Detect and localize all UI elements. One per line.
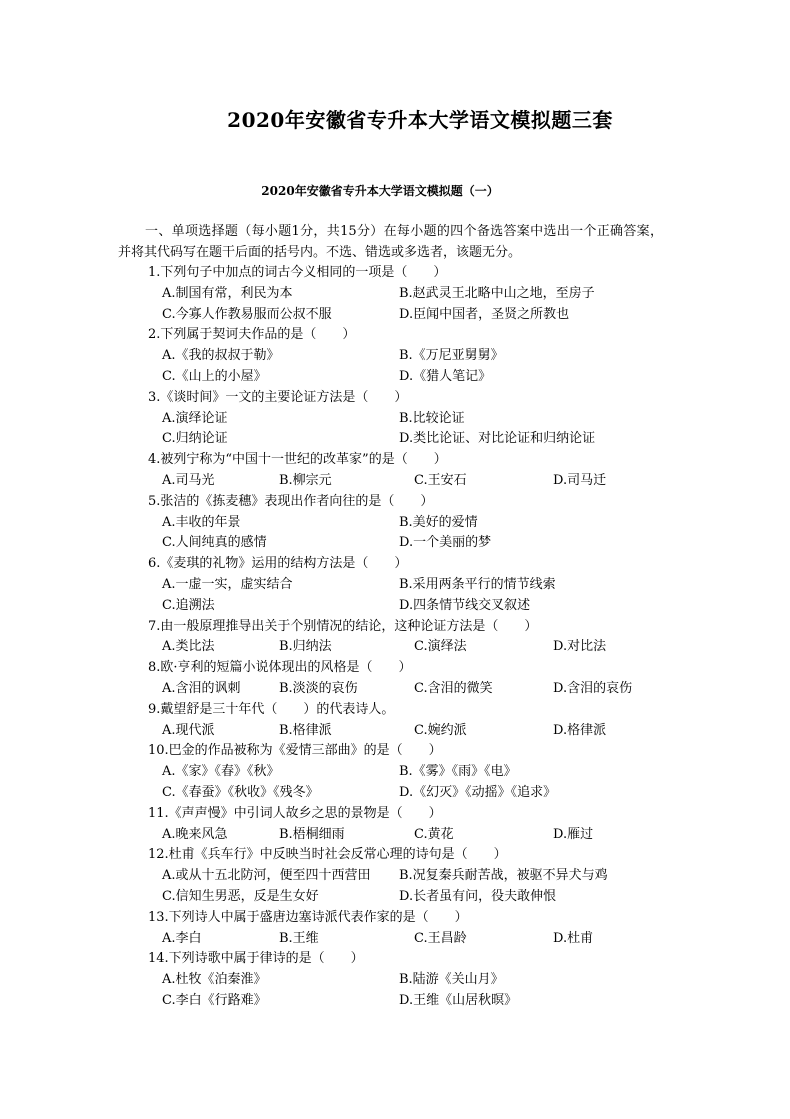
answer-option-b: B.采用两条平行的情节线索 <box>399 576 556 592</box>
answer-option-a: A.含泪的讽刺 <box>162 680 241 696</box>
answer-option-a: A.司马光 <box>162 472 215 488</box>
answer-option-d: D.四条情节线交叉叙述 <box>399 597 531 613</box>
answer-option-b: B.归纳法 <box>279 639 332 655</box>
answer-option-d: D.格律派 <box>553 722 607 738</box>
answer-option-a: A.制国有常，利民为本 <box>162 285 293 301</box>
answer-option-a: A.一虚一实，虚实结合 <box>162 576 293 592</box>
answer-option-b: B.格律派 <box>279 722 332 738</box>
answer-option-c: C.今寡人作教易服而公叔不服 <box>162 306 332 322</box>
option-row <box>148 429 668 450</box>
option-row <box>148 929 668 950</box>
option-row <box>148 367 668 388</box>
page-title: 2020年安徽省专升本大学语文模拟题三套 <box>227 108 613 132</box>
question-text: 8.欧·亨利的短篇小说体现出的风格是（ ） <box>148 660 412 676</box>
answer-option-a: A.晚来风急 <box>162 826 228 842</box>
answer-option-d: D.对比法 <box>553 639 607 655</box>
question-list <box>148 263 668 1012</box>
option-row <box>148 637 668 658</box>
option-row <box>148 887 668 908</box>
answer-option-a: A.丰收的年景 <box>162 514 241 530</box>
answer-option-c: C.黄花 <box>414 826 454 842</box>
question-stem <box>148 908 668 929</box>
option-row <box>148 513 668 534</box>
answer-option-d: D.《猎人笔记》 <box>399 368 492 384</box>
answer-option-a: A.或从十五北防河，便至四十西营田 <box>162 868 371 884</box>
option-row <box>148 596 668 617</box>
answer-option-d: D.《幻灭》《动摇》《追求》 <box>399 784 557 800</box>
answer-option-c: C.人间纯真的感情 <box>162 535 267 551</box>
question-text: 9.戴望舒是三十年代（ ）的代表诗人。 <box>148 701 395 717</box>
answer-option-b: B.梧桐细雨 <box>279 826 345 842</box>
option-row <box>148 991 668 1012</box>
question-stem <box>148 700 668 721</box>
answer-option-c: C.王安石 <box>414 472 467 488</box>
answer-option-c: C.婉约派 <box>414 722 467 738</box>
question-text: 3.《谈时间》一文的主要论证方法是（ ） <box>148 389 408 405</box>
question-stem <box>148 450 668 471</box>
answer-option-b: B.《万尼亚舅舅》 <box>399 348 504 364</box>
question-stem <box>148 741 668 762</box>
question-stem <box>148 949 668 970</box>
answer-option-b: B.陆游《关山月》 <box>399 972 504 988</box>
question-text: 7.由一般原理推导出关于个别情况的结论，这种论证方法是（ ） <box>148 618 538 634</box>
answer-option-c: C.《春蚕》《秋收》《残冬》 <box>162 784 319 800</box>
answer-option-c: C.李白《行路难》 <box>162 992 267 1008</box>
question-text: 4.被列宁称为“中国十一世纪的改革家”的是（ ） <box>148 452 447 468</box>
answer-option-a: A.演绎论证 <box>162 410 228 426</box>
question-text: 1.下列句子中加点的词古今义相同的一项是（ ） <box>148 265 447 280</box>
option-row <box>148 762 668 783</box>
answer-option-b: B.淡淡的哀伤 <box>279 680 358 696</box>
question-stem <box>148 388 668 409</box>
question-stem <box>148 617 668 638</box>
answer-option-a: A.《家》《春》《秋》 <box>162 764 280 780</box>
answer-option-a: A.类比法 <box>162 639 215 655</box>
answer-option-d: D.类比论证、对比论证和归纳论证 <box>399 431 596 447</box>
question-stem <box>148 492 668 513</box>
answer-option-b: B.况复秦兵耐苦战，被驱不异犬与鸡 <box>399 868 608 884</box>
answer-option-b: B.柳宗元 <box>279 472 332 488</box>
option-row <box>148 284 668 305</box>
answer-option-d: D.杜甫 <box>553 930 594 946</box>
section-subtitle: 2020年安徽省专升本大学语文模拟题（一） <box>261 184 499 198</box>
answer-option-d: D.长者虽有问，役夫敢伸恨 <box>399 888 557 904</box>
answer-option-b: B.比较论证 <box>399 410 465 426</box>
answer-option-d: D.司马迁 <box>553 472 607 488</box>
question-text: 11.《声声慢》中引词人故乡之思的景物是（ ） <box>148 805 442 821</box>
answer-option-d: D.王维《山居秋暝》 <box>399 992 518 1008</box>
question-stem <box>148 804 668 825</box>
option-row <box>148 721 668 742</box>
question-text: 12.杜甫《兵车行》中反映当时社会反常心理的诗句是（ ） <box>148 847 507 863</box>
option-row <box>148 346 668 367</box>
option-row <box>148 970 668 991</box>
answer-option-a: A.现代派 <box>162 722 215 738</box>
option-row <box>148 533 668 554</box>
answer-option-a: A.杜牧《泊秦淮》 <box>162 972 267 988</box>
answer-option-a: A.李白 <box>162 930 202 946</box>
answer-option-d: D.一个美丽的梦 <box>399 535 492 551</box>
answer-option-c: C.追溯法 <box>162 597 215 613</box>
option-row <box>148 409 668 430</box>
option-row <box>148 825 668 846</box>
option-row <box>148 866 668 887</box>
question-stem <box>148 658 668 679</box>
answer-option-b: B.赵武灵王北略中山之地，至房子 <box>399 285 595 301</box>
option-row <box>148 471 668 492</box>
answer-option-c: C.演绎法 <box>414 639 467 655</box>
answer-option-d: D.含泪的哀伤 <box>553 680 633 696</box>
question-text: 10.巴金的作品被称为《爱情三部曲》的是（ ） <box>148 743 442 759</box>
question-stem <box>148 554 668 575</box>
question-text: 6.《麦琪的礼物》运用的结构方法是（ ） <box>148 556 408 572</box>
option-row <box>148 679 668 700</box>
answer-option-d: D.雁过 <box>553 826 594 842</box>
answer-option-a: A.《我的叔叔于勒》 <box>162 348 280 364</box>
answer-option-c: C.王昌龄 <box>414 930 467 946</box>
answer-option-b: B.美好的爱情 <box>399 514 478 530</box>
answer-option-c: C.《山上的小屋》 <box>162 368 267 384</box>
option-row <box>148 575 668 596</box>
question-text: 13.下列诗人中属于盛唐边塞诗派代表作家的是（ ） <box>148 909 468 925</box>
answer-option-c: C.信知生男恶，反是生女好 <box>162 888 319 904</box>
answer-option-b: B.《雾》《雨》《电》 <box>399 764 517 780</box>
answer-option-d: D.臣闻中国者，圣贤之所教也 <box>399 306 570 322</box>
question-stem <box>148 845 668 866</box>
answer-option-c: C.归纳论证 <box>162 431 228 447</box>
answer-option-c: C.含泪的微笑 <box>414 680 493 696</box>
option-row <box>148 305 668 326</box>
question-stem <box>148 325 668 346</box>
section-instructions: 一、单项选择题（每小题1分，共15分）在每小题的四个备选答案中选出一个正确答案，并将其代码写在题干后面的括号内。不选、错选或多选者，该题无分。 <box>118 224 663 260</box>
question-text: 2.下列属于契诃夫作品的是（ ） <box>148 327 356 343</box>
answer-option-b: B.王维 <box>279 930 319 946</box>
question-stem <box>148 263 668 284</box>
question-text: 5.张洁的《拣麦穗》表现出作者向往的是（ ） <box>148 493 434 509</box>
question-text: 14.下列诗歌中属于律诗的是（ ） <box>148 951 364 967</box>
option-row <box>148 783 668 804</box>
